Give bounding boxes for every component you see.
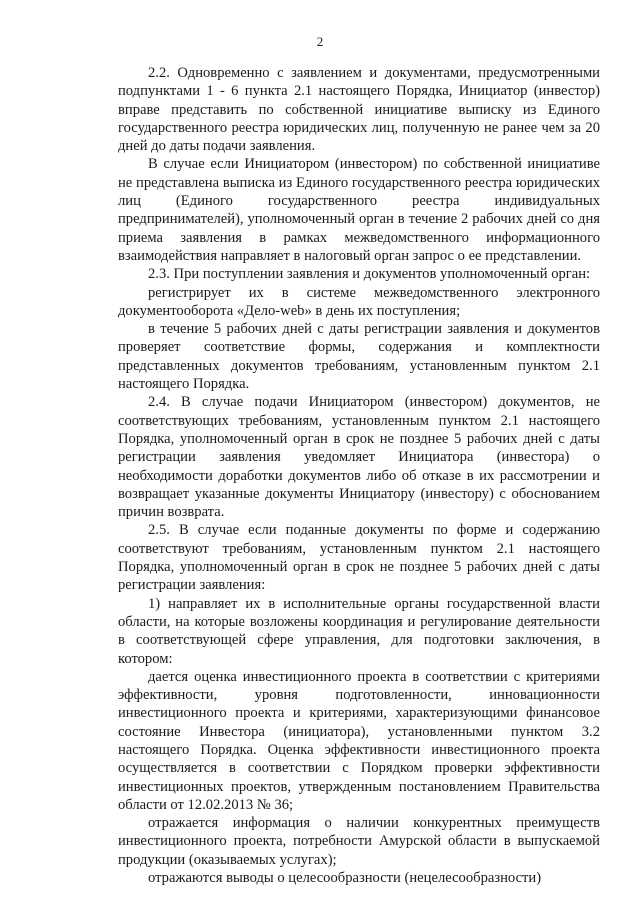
paragraph-evaluation: дается оценка инвестиционного проекта в соответствии с критериями эффективности, уровня подготовленности, инновационности инвестиционного проекта и критериями, характеризующими финансовое состояние Инвестора (инициатора), установленными пунктом 3.2 настоящего Порядка. Оценка эффективности инвестиционного проекта осуществляется в соответствии с Порядком проверки эффективности инвестиционных проектов, утвержденным постановлением Правительства области от 12.02.2013 № 36; xyxy=(118,668,600,813)
paragraph-competitive-advantages: отражается информация о наличии конкурентных преимуществ инвестиционного проекта, потребности Амурской области в выпускаемой продукции (оказываемых услугах); xyxy=(118,815,600,868)
paragraph-item-1: 1) направляет их в исполнительные органы государственной власти области, на которые возложены координация и регулирование деятельности в соответствующей сфере управления, для подготовки заключения, в котором: xyxy=(118,595,600,667)
paragraph-2-2: 2.2. Одновременно с заявлением и документами, предусмотренными подпунктами 1 - 6 пункта 2.1 настоящего Порядка, Инициатор (инвестор) вправе представить по собственной инициативе выписку из Единого государственного реестра юридических лиц, полученную не ранее чем за 20 дней до даты подачи заявления. xyxy=(118,65,600,155)
paragraph-2-4: 2.4. В случае подачи Инициатором (инвестором) документов, не соответствующих требованиям, установленным пунктом 2.1 настоящего Порядка, уполномоченный орган в срок не позднее 5 рабочих дней с даты регистрации заявления уведомляет Инициатора (инвестора) о необходимости доработки документов либо об отказе в их рассмотрении и возвращает указанные документы Инициатору (инвестору) с обоснованием причин возврата. xyxy=(118,394,600,521)
paragraph-checks: в течение 5 рабочих дней с даты регистрации заявления и документов проверяет соответствие формы, содержания и комплектности представленных документов требованиям, установленным пунктом 2.1 настоящего Порядка. xyxy=(118,321,600,393)
paragraph-extract-not-provided: В случае если Инициатором (инвестором) по собственной инициативе не представлена выписка из Единого государственного реестра юридических лиц (Единого государственного реестра индивидуальных предпринимателей), уполномоченный орган в течение 2 рабочих дней со дня приема заявления в рамках межведомственного информационного взаимодействия направляет в налоговый орган запрос о ее представлении. xyxy=(118,156,600,264)
paragraph-conclusions: отражаются выводы о целесообразности (нецелесообразности) xyxy=(148,870,542,887)
paragraph-2-5: 2.5. В случае если поданные документы по форме и содержанию соответствуют требованиям, установленным пунктом 2.1 настоящего Порядка, уполномоченный орган в срок не позднее 5 рабочих дней с даты регистрации заявления: xyxy=(118,522,600,594)
document-body xyxy=(118,64,600,887)
paragraph-2-3: 2.3. При поступлении заявления и документов уполномоченный орган: xyxy=(148,266,591,283)
paragraph-registers: регистрирует их в системе межведомственного электронного документооборота «Дело-web» в день их поступления; xyxy=(118,284,600,319)
page-number: 2 xyxy=(316,34,324,49)
